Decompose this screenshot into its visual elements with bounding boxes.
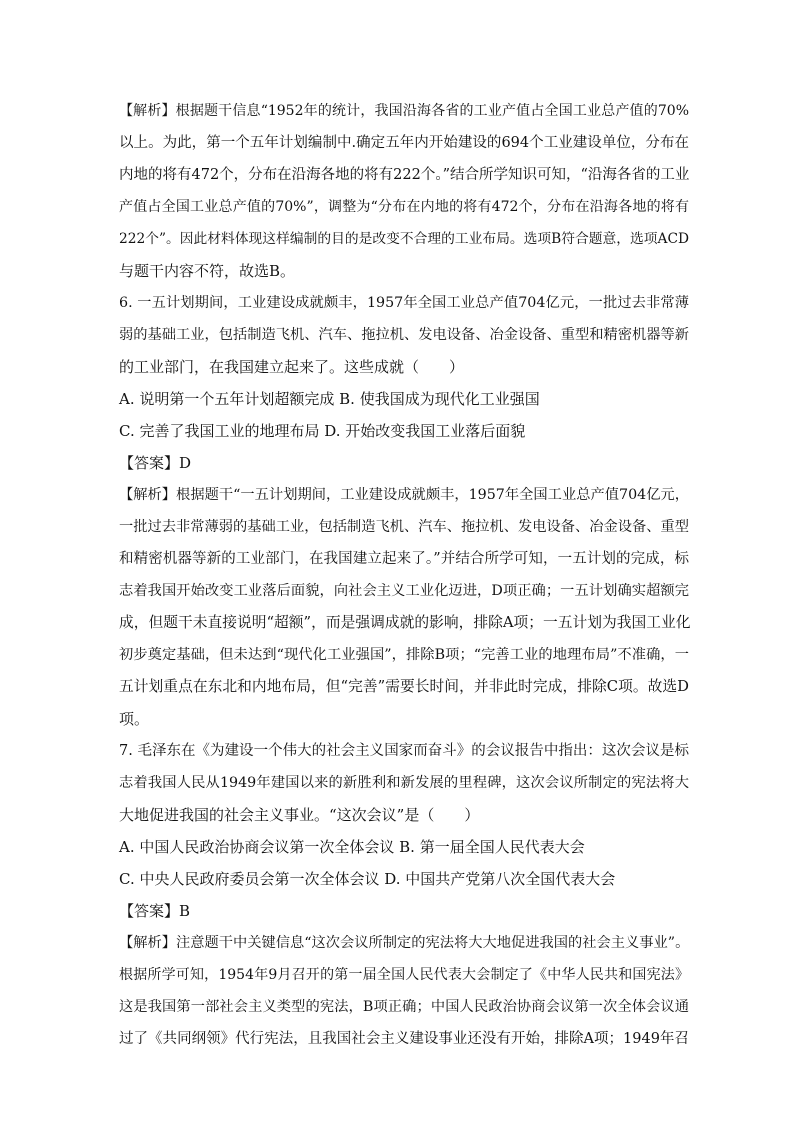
q6-option-line: C. 完善了我国工业的地理布局 D. 开始改变我国工业落后面貌	[119, 422, 526, 440]
q7-stem-line: 7. 毛泽东在《为建设一个伟大的社会主义国家而奋斗》的会议报告中指出：这次会议是标	[119, 743, 689, 759]
q6-analysis-line: 成，但题干未直接说明“超额”，而是强调成就的影响，排除A项；一五计划为我国工业化	[119, 614, 691, 631]
q7-analysis-line: 根据所学可知，1954年9月召开的第一届全国人民代表大会制定了《中华人民共和国宪法》	[119, 967, 689, 983]
q6-analysis-line: 项。	[119, 710, 150, 728]
q5-analysis-line: 以上。为此，第一个五年计划编制中.确定五年内开始建设的694个工业建设单位，分布在	[119, 135, 689, 151]
q6-stem-line: 的工业部门，在我国建立起来了。这些成就（ ）	[119, 358, 465, 376]
q7-stem-line: 志着我国人民从1949年建国以来的新胜利和新发展的里程碑，这次会议所制定的宪法将大	[119, 775, 689, 791]
q5-analysis-line: 222个”。因此材料体现这样编制的目的是改变不合理的工业布局。选项B符合题意，选项ACD	[119, 231, 689, 247]
q6-analysis-line: 初步奠定基础，但未达到“现代化工业强国”，排除B项；“完善工业的地理布局”不准确，一	[119, 647, 689, 663]
q6-stem-line: 弱的基础工业，包括制造飞机、汽车、拖拉机、发电设备、冶金设备、重型和精密机器等新	[119, 327, 690, 343]
q5-analysis-line: 产值占全国工业总产值的70%”，调整为“分布在内地的将有472个，分布在沿海各地的将有	[119, 199, 689, 215]
q7-answer: 【答案】B	[119, 902, 191, 920]
q6-analysis-line: 【解析】根据题干“一五计划期间，工业建设成就颇丰，1957年全国工业总产值704亿元，	[119, 487, 689, 503]
q5-analysis-line: 【解析】根据题干信息“1952年的统计，我国沿海各省的工业产值占全国工业总产值的70%	[119, 103, 689, 119]
q7-analysis-line: 这是我国第一部社会主义类型的宪法，B项正确；中国人民政治协商会议第一次全体会议通	[119, 999, 689, 1015]
q5-analysis-line: 内地的将有472个，分布在沿海各地的将有222个。”结合所学知识可知，“沿海各省的工业	[119, 167, 690, 183]
q6-analysis-line: 五计划重点在东北和内地布局，但“完善”需要长时间，并非此时完成，排除C项。故选D	[119, 678, 689, 695]
q7-stem-line: 大地促进我国的社会主义事业。“这次会议”是（ ）	[119, 806, 480, 824]
q6-stem-line: 6. 一五计划期间，工业建设成就颇丰，1957年全国工业总产值704亿元，一批过去非常薄	[119, 295, 689, 311]
q7-analysis-line: 过了《共同纲领》代行宪法，且我国社会主义建设事业还没有开始，排除A项；1949年召	[119, 1031, 689, 1047]
q6-analysis-line: 志着我国开始改变工业落后面貌，向社会主义工业化迈进，D项正确；一五计划确实超额完	[119, 583, 689, 599]
q7-analysis-line: 【解析】注意题干中关键信息“这次会议所制定的宪法将大大地促进我国的社会主义事业”。	[119, 935, 690, 951]
q6-analysis-line: 一批过去非常薄弱的基础工业，包括制造飞机、汽车、拖拉机、发电设备、冶金设备、重型	[119, 519, 690, 535]
q5-analysis-line: 与题干内容不符，故选B。	[119, 262, 296, 280]
q7-option-line: A. 中国人民政治协商会议第一次全体会议 B. 第一届全国人民代表大会	[119, 838, 585, 856]
q6-analysis-line: 和精密机器等新的工业部门，在我国建立起来了。”并结合所学可知，一五计划的完成，标	[119, 551, 689, 567]
q7-option-line: C. 中央人民政府委员会第一次全体会议 D. 中国共产党第八次全国代表大会	[119, 870, 616, 888]
q6-answer: 【答案】D	[119, 454, 192, 472]
q6-option-line: A. 说明第一个五年计划超额完成 B. 使我国成为现代化工业强国	[119, 390, 540, 408]
